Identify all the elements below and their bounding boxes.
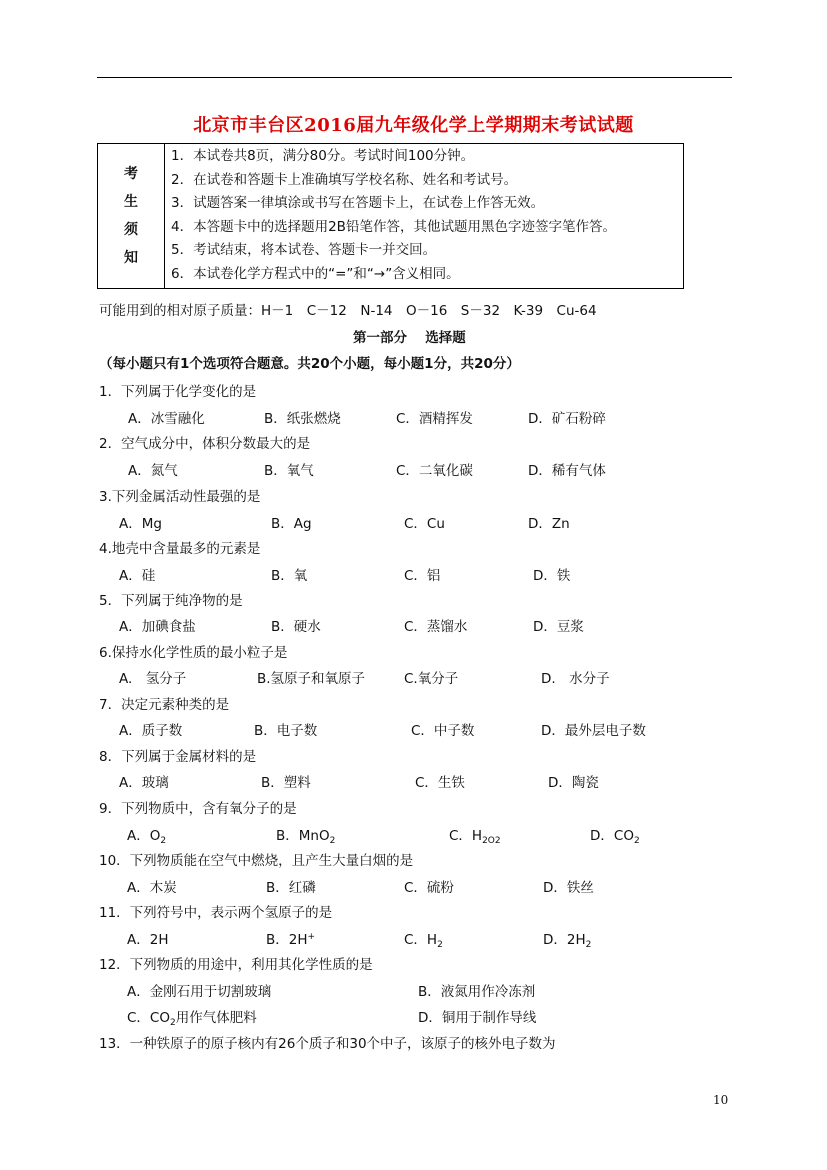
option-a: A．木炭 <box>127 880 177 896</box>
page-title: 北京市丰台区2016届九年级化学上学期期末考试试题 <box>193 115 634 136</box>
option-b: B．电子数 <box>254 723 318 739</box>
option-a: A. 氢分子 <box>119 671 187 687</box>
option-c-tail: 用作气体肥料 <box>175 1010 257 1026</box>
option-b-text: B．2H <box>266 932 308 948</box>
question-stem: 10．下列物质能在空气中燃烧，且产生大量白烟的是 <box>99 853 414 869</box>
notice-side-char: 生 <box>124 194 138 210</box>
question-stem: 5．下列属于纯净物的是 <box>99 593 243 609</box>
question-stem: 1．下列属于化学变化的是 <box>99 384 257 400</box>
option-d: D．铁 <box>533 568 571 584</box>
option-c: C．Cu <box>404 516 445 532</box>
option-c: C．二氧化碳 <box>396 463 473 479</box>
section-heading: 第一部分 选择题 <box>353 330 466 346</box>
option-b: B．氧 <box>271 568 308 584</box>
option-c: C．铝 <box>404 568 441 584</box>
superscript: + <box>307 932 316 942</box>
option-c: C．生铁 <box>415 775 465 791</box>
notice-rules <box>165 144 684 289</box>
question-stem: 9．下列物质中，含有氧分子的是 <box>99 801 297 817</box>
option-b: B．红磷 <box>266 880 316 896</box>
option-b: B．Ag <box>271 516 312 532</box>
option-a: A．Mg <box>119 516 162 532</box>
option-a: A．氮气 <box>128 463 178 479</box>
option-d: D．最外层电子数 <box>541 723 646 739</box>
option-c-text: C．CO <box>127 1010 170 1026</box>
option-c: C．蒸馏水 <box>404 619 468 635</box>
option-c <box>449 824 501 844</box>
option-a <box>127 824 166 844</box>
option-c <box>127 1006 257 1026</box>
question-stem: 8．下列属于金属材料的是 <box>99 749 257 765</box>
option-d: D．铜用于制作导线 <box>418 1010 537 1026</box>
notice-rule: 5．考试结束，将本试卷、答题卡一并交回。 <box>171 242 437 258</box>
option-b: B．氧气 <box>264 463 314 479</box>
option-d: D. 水分子 <box>541 671 610 687</box>
question-stem: 12．下列物质的用途中，利用其化学性质的是 <box>99 957 373 973</box>
subscript: 2 <box>437 940 443 950</box>
option-b: B.氢原子和氧原子 <box>257 671 366 687</box>
atomic-masses: 可能用到的相对原子质量：H－1 C－12 N-14 O－16 S－32 K-39 Cu-64 <box>99 303 597 319</box>
option-d: D．陶瓷 <box>548 775 599 791</box>
option-c: C.氧分子 <box>404 671 459 687</box>
notice-rule: 4．本答题卡中的选择题用2B铅笔作答，其他试题用黑色字迹签字笔作答。 <box>171 218 616 235</box>
notice-side-label <box>98 144 165 289</box>
notice-side-char: 考 <box>124 166 138 182</box>
section-instruction: （每小题只有1个选项符合题意。共20个小题，每小题1分，共20分） <box>99 356 520 372</box>
question-stem: 11．下列符号中，表示两个氢原子的是 <box>99 905 333 921</box>
option-d: D．矿石粉碎 <box>528 411 606 427</box>
notice-rule: 6．本试卷化学方程式中的“=”和“→”含义相同。 <box>171 265 460 282</box>
question-stem: 13．一种铁原子的原子核内有26个质子和30个中子，该原子的核外电子数为 <box>99 1036 556 1052</box>
option-a: A．冰雪融化 <box>128 411 205 427</box>
option-c-text: C．H <box>404 932 438 948</box>
subscript: 2 <box>633 836 640 846</box>
question-stem: 4.地壳中含量最多的元素是 <box>99 541 261 557</box>
subscript: 2 <box>160 836 167 846</box>
question-stem: 3.下列金属活动性最强的是 <box>99 489 261 505</box>
option-d-text: D．CO <box>590 828 634 844</box>
option-d <box>590 824 640 844</box>
option-a: A．金刚石用于切割玻璃 <box>127 984 272 1000</box>
page-number: 10 <box>713 1093 729 1107</box>
notice-rule: 1．本试卷共8页，满分80分。考试时间100分钟。 <box>171 148 475 164</box>
question-stem: 7．决定元素种类的是 <box>99 697 230 713</box>
option-c: C．硫粉 <box>404 880 454 896</box>
notice-rule: 3．试题答案一律填涂或书写在答题卡上，在试卷上作答无效。 <box>171 195 545 211</box>
option-b <box>276 824 335 844</box>
subscript: 2 <box>169 1018 176 1028</box>
question-stem: 2．空气成分中，体积分数最大的是 <box>99 436 311 452</box>
notice-side-char: 须 <box>124 222 138 238</box>
option-a: A．质子数 <box>119 723 183 739</box>
option-a: A．硅 <box>119 568 156 584</box>
option-d: D．豆浆 <box>533 619 584 635</box>
option-b <box>266 928 315 948</box>
subscript: 2 <box>585 940 592 950</box>
option-b: B．纸张燃烧 <box>264 411 341 427</box>
option-c-text: C．H <box>449 828 483 844</box>
option-b: B．液氮用作冷冻剂 <box>418 984 536 1000</box>
option-d-text: D．2H <box>543 932 586 948</box>
option-d: D．稀有气体 <box>528 463 606 479</box>
header-rule <box>97 77 732 78</box>
subscript: 2O2 <box>482 836 501 846</box>
option-d <box>543 928 591 948</box>
notice-rule: 2．在试卷和答题卡上准确填写学校名称、姓名和考试号。 <box>171 171 518 188</box>
option-c: C．中子数 <box>411 723 475 739</box>
option-a-text: A．O <box>127 828 161 844</box>
notice-side-char: 知 <box>124 250 138 266</box>
option-c <box>404 928 443 948</box>
option-a: A．加碘食盐 <box>119 619 196 635</box>
option-c: C．酒精挥发 <box>396 411 473 427</box>
option-b: B．硬水 <box>271 619 321 635</box>
option-a: A．2H <box>127 932 169 948</box>
subscript: 2 <box>329 836 336 846</box>
option-d: D．Zn <box>528 516 570 532</box>
option-b-text: B．MnO <box>276 828 330 844</box>
notice-table <box>97 143 684 289</box>
option-d: D．铁丝 <box>543 880 594 896</box>
option-a: A．玻璃 <box>119 775 169 791</box>
option-b: B．塑料 <box>261 775 311 791</box>
question-stem: 6.保持水化学性质的最小粒子是 <box>99 645 288 661</box>
